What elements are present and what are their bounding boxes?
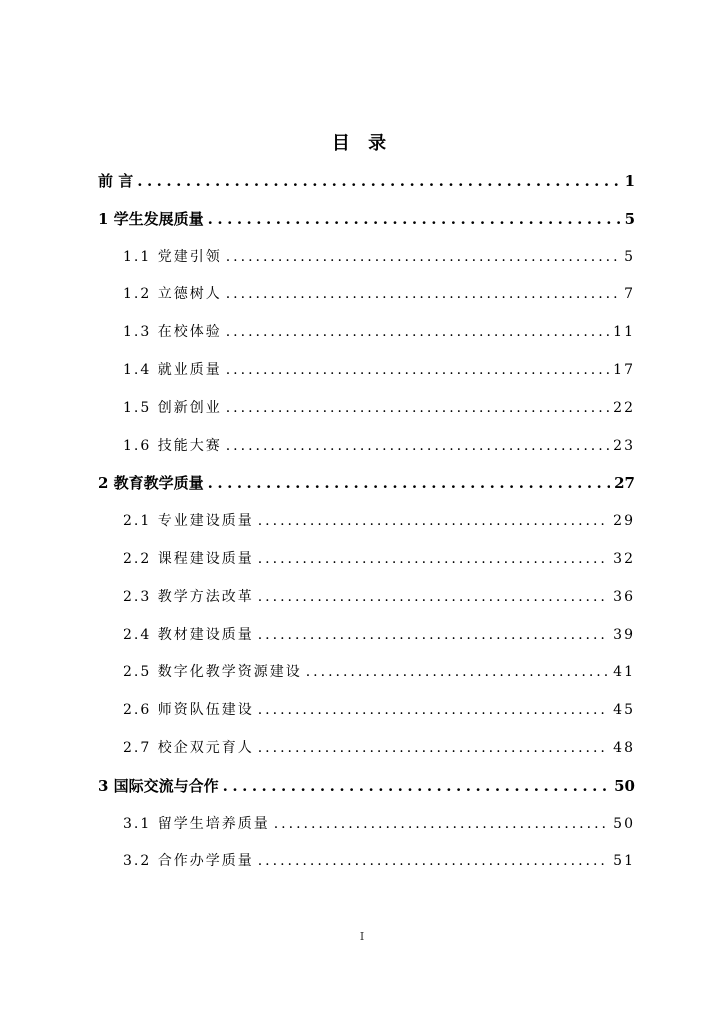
- dot-leader: [258, 735, 609, 761]
- toc-entry-page: 27: [614, 474, 635, 493]
- toc-title: 目 录: [331, 133, 393, 154]
- toc-entry[interactable]: [123, 395, 635, 421]
- dot-leader: [258, 546, 609, 572]
- toc-entry-label: 2 教育教学质量: [98, 474, 204, 493]
- toc-entry-page: 45: [613, 702, 635, 719]
- toc-entry[interactable]: [123, 811, 635, 837]
- toc-entry-page: 7: [624, 286, 635, 303]
- toc-entry[interactable]: [98, 206, 635, 232]
- toc-entry-label: 1.2 立德树人: [123, 286, 222, 303]
- toc-entry-page: 50: [613, 815, 635, 832]
- toc-entry-page: 51: [613, 853, 635, 870]
- toc-entry-label: 1.4 就业质量: [123, 362, 222, 378]
- dot-leader: [208, 206, 621, 232]
- toc-entry-label: 3.2 合作办学质量: [123, 853, 254, 870]
- toc-entry-page: 11: [613, 324, 635, 341]
- toc-entry[interactable]: [98, 168, 635, 194]
- toc-entry-label: 1.1 党建引领: [123, 248, 222, 265]
- dot-leader: [258, 508, 609, 534]
- toc-entry-label: 1.5 创新创业: [123, 399, 222, 416]
- toc-entry-label: 2.7 校企双元育人: [123, 740, 254, 756]
- toc-entry-label: 1 学生发展质量: [98, 209, 204, 228]
- toc-entry-page: 22: [613, 399, 635, 416]
- toc-entry-page: 5: [624, 248, 635, 265]
- dot-leader: [258, 848, 609, 874]
- toc-entry-label: 3.1 留学生培养质量: [123, 815, 270, 832]
- dot-leader: [258, 697, 609, 723]
- toc-entry[interactable]: [123, 319, 635, 345]
- toc-entry[interactable]: [123, 659, 635, 685]
- toc-entry[interactable]: [123, 433, 635, 459]
- toc-entry-page: 41: [613, 664, 635, 681]
- toc-entry[interactable]: [123, 357, 635, 383]
- dot-leader: [226, 357, 609, 383]
- dot-leader: [226, 319, 609, 345]
- toc-entry[interactable]: [123, 622, 635, 648]
- toc-entry[interactable]: [123, 848, 635, 874]
- toc-entry-page: 5: [624, 209, 635, 228]
- toc-entry-label: 3 国际交流与合作: [98, 776, 219, 795]
- toc-entry-label: 2.5 数字化教学资源建设: [123, 664, 302, 681]
- dot-leader: [226, 395, 609, 421]
- toc-entry[interactable]: [123, 697, 635, 723]
- toc-entry[interactable]: [123, 735, 635, 761]
- dot-leader: [223, 773, 610, 799]
- dot-leader: [306, 659, 609, 685]
- toc-entry-label: 2.6 师资队伍建设: [123, 702, 254, 719]
- toc-entry[interactable]: [123, 244, 635, 270]
- toc-entry-page: 50: [614, 776, 635, 795]
- toc-entry-label: 前 言: [98, 172, 134, 190]
- toc-entry-page: 39: [613, 626, 635, 643]
- toc-entry-page: 1: [624, 172, 635, 190]
- dot-leader: [274, 811, 609, 837]
- toc-entry-page: 48: [613, 740, 635, 756]
- toc-entry-label: 2.1 专业建设质量: [123, 513, 254, 530]
- toc-entry[interactable]: [98, 470, 635, 496]
- toc-entry-page: 32: [613, 551, 635, 567]
- dot-leader: [226, 244, 620, 270]
- toc-entry-label: 2.4 教材建设质量: [123, 626, 254, 643]
- toc-entry-page: 23: [613, 437, 635, 454]
- toc-entry-label: 1.3 在校体验: [123, 324, 222, 341]
- page-number: I: [359, 930, 365, 943]
- toc-entry[interactable]: [123, 546, 635, 572]
- toc-entry-page: 36: [613, 588, 635, 605]
- dot-leader: [258, 622, 609, 648]
- toc-entry-label: 1.6 技能大赛: [123, 437, 222, 454]
- dot-leader: [137, 168, 620, 194]
- toc-entry[interactable]: [123, 584, 635, 610]
- toc-entry[interactable]: [123, 281, 635, 307]
- dot-leader: [226, 433, 609, 459]
- toc-entry[interactable]: [98, 773, 635, 799]
- toc-entry-page: 29: [613, 513, 635, 530]
- toc-entry[interactable]: [123, 508, 635, 534]
- dot-leader: [258, 584, 609, 610]
- dot-leader: [208, 470, 610, 496]
- dot-leader: [226, 281, 620, 307]
- toc-entry-label: 2.3 教学方法改革: [123, 588, 254, 605]
- toc-entry-label: 2.2 课程建设质量: [123, 551, 254, 567]
- toc-entry-page: 17: [613, 362, 635, 378]
